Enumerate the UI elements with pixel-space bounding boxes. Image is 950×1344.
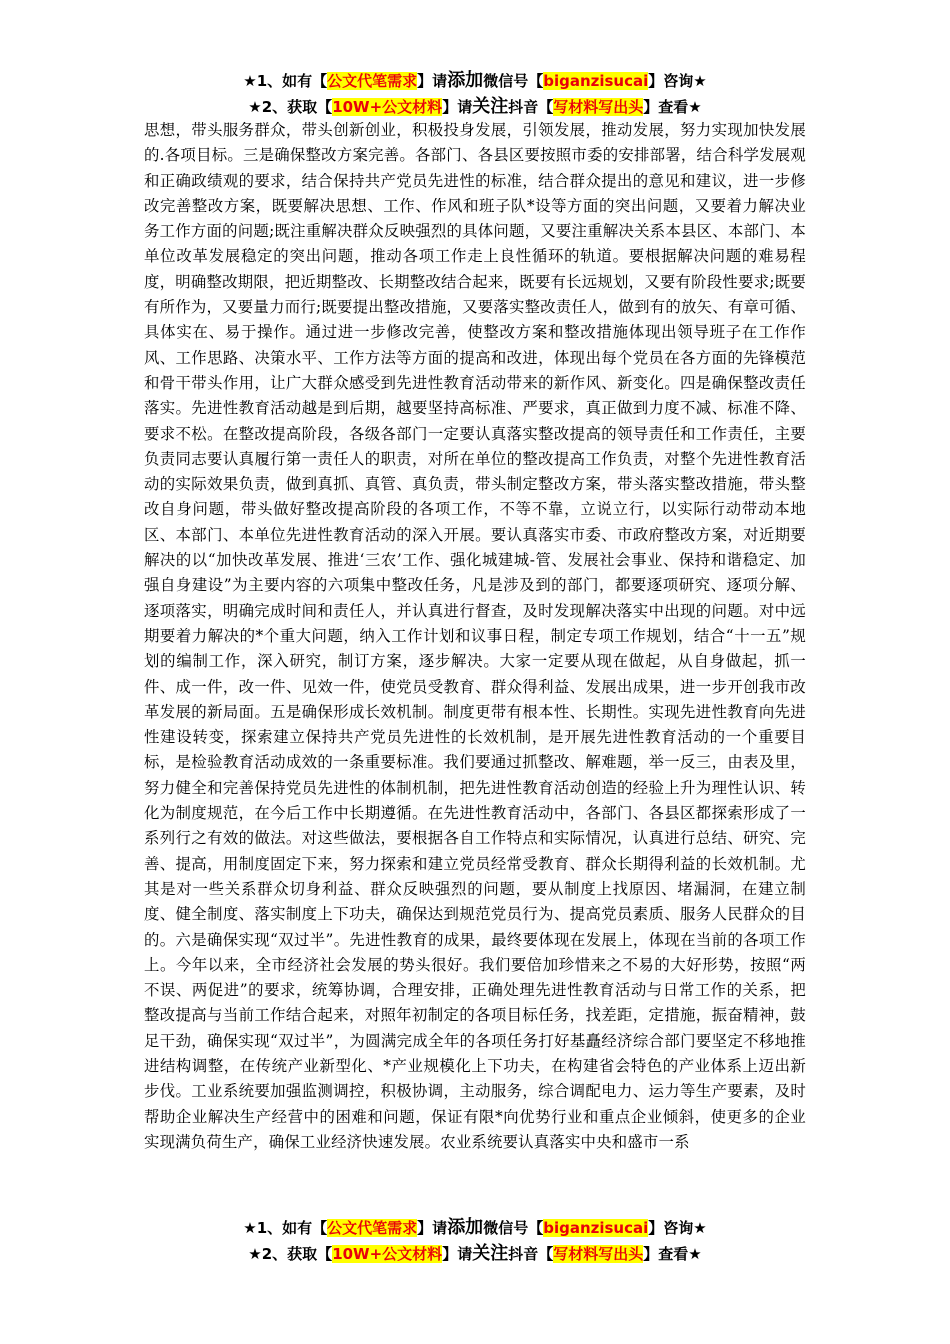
banner-text: 抖音【 xyxy=(508,98,554,116)
banner-line-1 xyxy=(0,1215,950,1241)
banner-text: 】请 xyxy=(417,72,448,90)
document-body xyxy=(144,118,806,1155)
footer-banner xyxy=(0,1215,950,1267)
highlight-materials: 10W+公文材料 xyxy=(332,98,443,116)
banner-text: 】咨询★ xyxy=(648,72,707,90)
highlight-service: 公文代笔需求 xyxy=(327,1219,418,1237)
highlight-douyin-id: 写材料写出头 xyxy=(553,1245,644,1263)
banner-text: 微信号【 xyxy=(483,1219,544,1237)
header-banner xyxy=(0,68,950,120)
banner-emphasis: 添加 xyxy=(447,70,484,91)
banner-text: ★1、如有【 xyxy=(243,72,328,90)
banner-text: 】请 xyxy=(417,1219,448,1237)
banner-text: 抖音【 xyxy=(508,1245,554,1263)
banner-emphasis: 添加 xyxy=(447,1217,484,1238)
highlight-wechat-id: biganzisucai xyxy=(543,1219,649,1237)
highlight-materials: 10W+公文材料 xyxy=(332,1245,443,1263)
banner-text: 】请 xyxy=(442,98,473,116)
banner-text: 】查看★ xyxy=(643,1245,702,1263)
highlight-service: 公文代笔需求 xyxy=(327,72,418,90)
banner-text: 微信号【 xyxy=(483,72,544,90)
highlight-douyin-id: 写材料写出头 xyxy=(553,98,644,116)
banner-text: ★2、获取【 xyxy=(248,98,333,116)
banner-line-2 xyxy=(0,94,950,120)
banner-text: 】咨询★ xyxy=(648,1219,707,1237)
banner-line-2 xyxy=(0,1241,950,1267)
banner-text: 】查看★ xyxy=(643,98,702,116)
banner-emphasis: 关注 xyxy=(472,1243,509,1264)
banner-text: ★1、如有【 xyxy=(243,1219,328,1237)
body-paragraph: 思想，带头服务群众，带头创新创业，积极投身发展，引领发展，推动发展，努力实现加快发展的.各项目标。三是确保整改方案完善。各部门、各县区要按照市委的安排部署，结合科学发展观和正确政绩观的要求，结合保持共产党员先进性的标准，结合群众提出的意见和建议，进一步修改完善整改方案，既要解决思想、工作、作风和班子队*设等方面的突出问题，又要着力解决业务工作方面的问题;既注重解决群众反映强烈的具体问题，又要注重解决关系本县区、本部门、本单位改革发展稳定的突出问题，推动各项工作走上良性循环的轨道。要根据解决问题的难易程度，明确整改期限，把近期整改、长期整改结合起来，既要有长远规划，又要有阶段性要求;既要有所作为，又要量力而行;既要提出整改措施，又要落实整改责任人，做到有的放矢、有章可循、具体实在、易于操作。通过进一步修改完善，使整改方案和整改措施体现出领导班子在工作作风、工作思路、决策水平、工作方法等方面的提高和改进，体现出每个党员在各方面的先锋模范和骨干带头作用，让广大群众感受到先进性教育活动带来的新作风、新变化。四是确保整改责任落实。先进性教育活动越是到后期，越要坚持高标准、严要求，真正做到力度不减、标准不降、要求不松。在整改提高阶段，各级各部门一定要认真落实整改提高的领导责任和工作责任，主要负责同志要认真履行第一责任人的职责，对所在单位的整改提高工作负责，对整个先进性教育活动的实际效果负责，做到真抓、真管、真负责，带头制定整改方案，带头落实整改措施，带头整改自身问题，带头做好整改提高阶段的各项工作，不等不靠，立说立行，以实际行动带动本地区、本部门、本单位先进性教育活动的深入开展。要认真落实市委、市政府整改方案，对近期要解决的以“加快改革发展、推进‘三农’工作、强化城建城-管、发展社会事业、保持和谐稳定、加强自身建设”为主要内容的六项集中整改任务，凡是涉及到的部门，都要逐项研究、逐项分解、逐项落实，明确完成时间和责任人，并认真进行督查，及时发现解决落实中出现的问题。对中远期要着力解决的*个重大问题，纳入工作计划和议事日程，制定专项工作规划，结合“十一五”规划的编制工作，深入研究，制订方案，逐步解决。大家一定要从现在做起，从自身做起，抓一件、成一件，改一件、见效一件，使党员受教育、群众得利益、发展出成果，进一步开创我市改革发展的新局面。五是确保形成长效机制。制度更带有根本性、长期性。实现先进性教育向先进性建设转变，探索建立保持共产党员先进性的长效机制，是开展先进性教育活动的一个重要目标，是检验教育活动成效的一条重要标准。我们要通过抓整改、解难题，举一反三，由表及里，努力健全和完善保持党员先进性的体制机制，把先进性教育活动创造的经验上升为理性认识、转化为制度规范，在今后工作中长期遵循。在先进性教育活动中，各部门、各县区都探索形成了一系列行之有效的做法。对这些做法，要根据各自工作特点和实际情况，认真进行总结、研究、完善、提高，用制度固定下来，努力探索和建立党员经常受教育、群众长期得利益的长效机制。尤其是对一些关系群众切身利益、群众反映强烈的问题，要从制度上找原因、堵漏洞，在建立制度、健全制度、落实制度上下功夫，确保达到规范党员行为、提高党员素质、服务人民群众的目的。六是确保实现“双过半”。先进性教育的成果，最终要体现在发展上，体现在当前的各项工作上。今年以来，全市经济社会发展的势头很好。我们要倍加珍惜来之不易的大好形势，按照“两不误、两促进”的要求，统筹协调，合理安排，正确处理先进性教育活动与日常工作的关系，把整改提高与当前工作结合起来，对照年初制定的各项目标任务，找差距，定措施，振奋精神，鼓足干劲，确保实现“双过半”，为圆满完成全年的各项任务打好基矗经济综合部门要坚定不移地推进结构调整，在传统产业新型化、*产业规模化上下功夫，在构建省会特色的产业体系上迈出新步伐。工业系统要加强监测调控，积极协调，主动服务，综合调配电力、运力等生产要素，及时帮助企业解决生产经营中的困难和问题，保证有限*向优势行业和重点企业倾斜，使更多的企业实现满负荷生产，确保工业经济快速发展。农业系统要认真落实中央和盛市一系 xyxy=(144,121,806,1151)
banner-emphasis: 关注 xyxy=(472,96,509,117)
highlight-wechat-id: biganzisucai xyxy=(543,72,649,90)
banner-line-1 xyxy=(0,68,950,94)
banner-text: ★2、获取【 xyxy=(248,1245,333,1263)
banner-text: 】请 xyxy=(442,1245,473,1263)
